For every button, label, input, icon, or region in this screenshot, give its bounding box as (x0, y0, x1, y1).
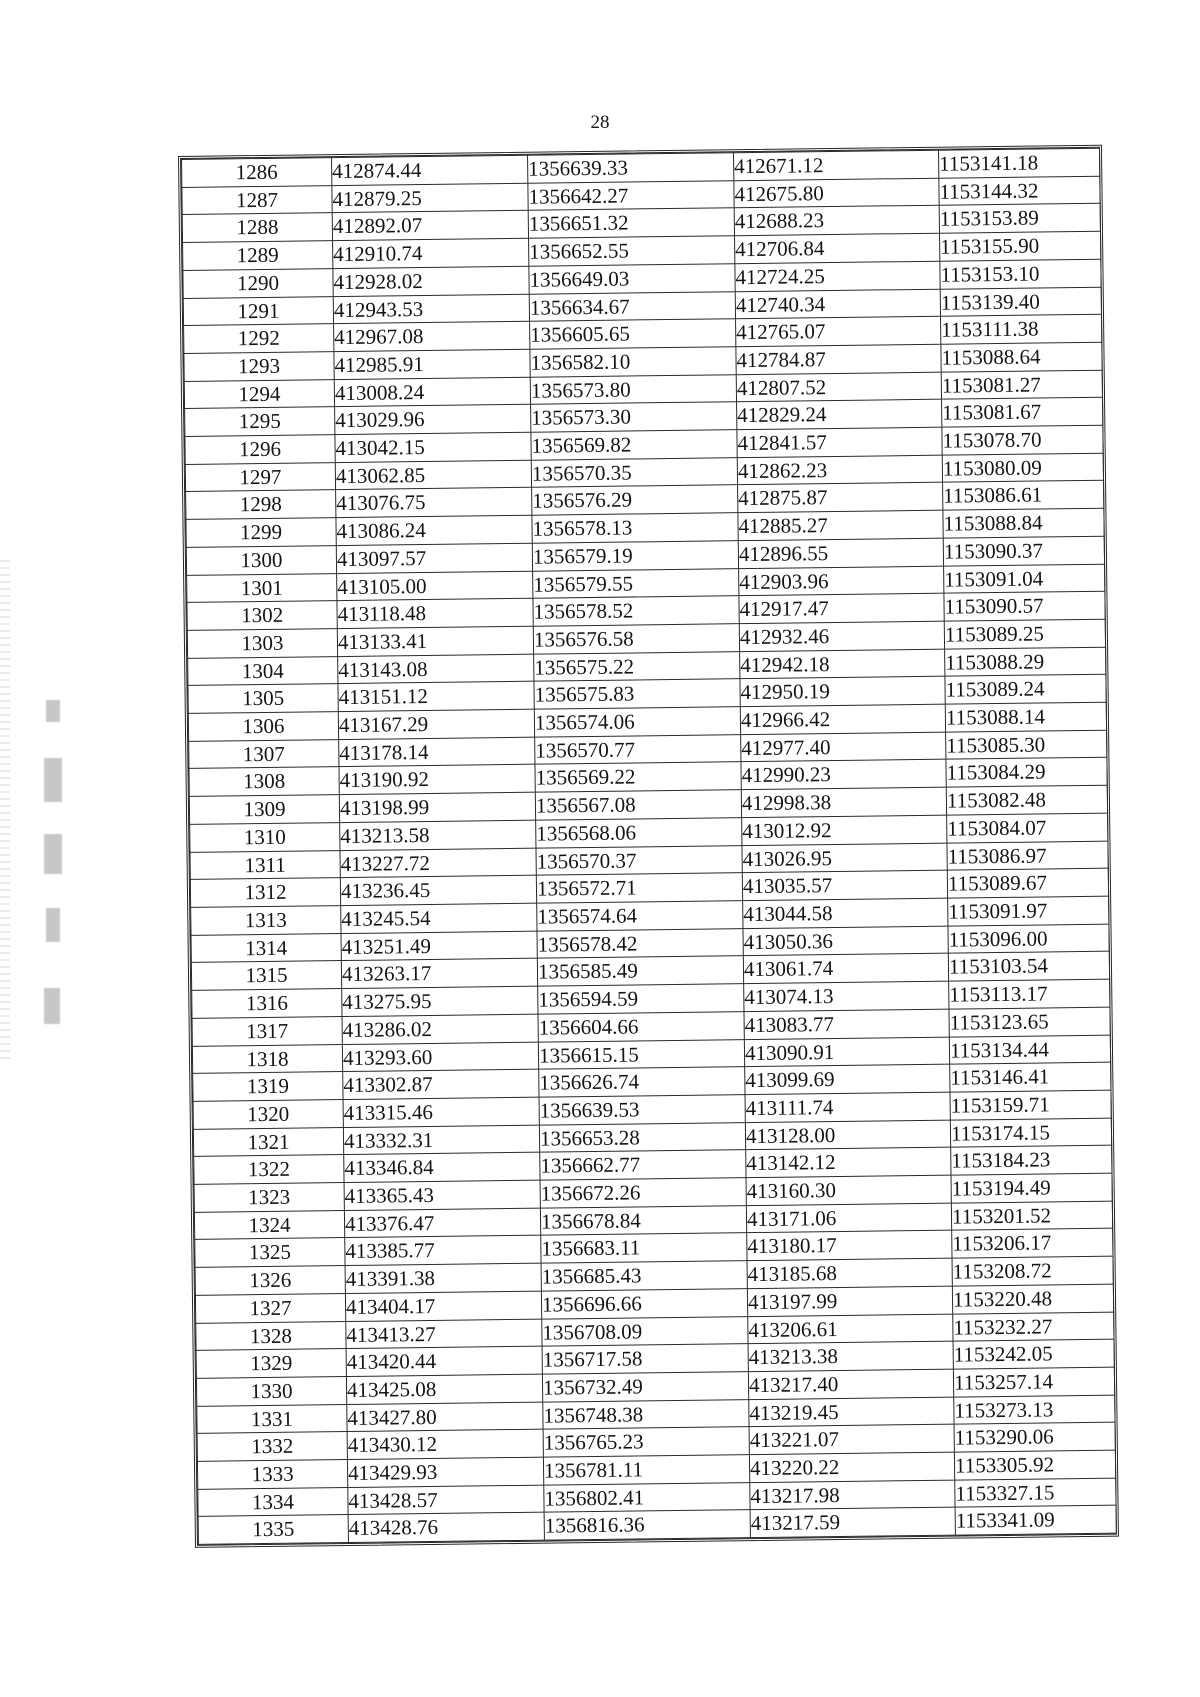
table-cell: 412903.96 (739, 566, 944, 596)
table-cell: 1356585.49 (537, 956, 743, 986)
coordinates-table (181, 148, 1117, 1545)
table-cell: 1356732.49 (542, 1372, 748, 1402)
table-cell: 1292 (184, 324, 334, 354)
table-cell: 1333 (197, 1460, 347, 1490)
table-cell: 1318 (192, 1044, 342, 1074)
table-cell: 1356651.32 (528, 208, 734, 238)
table-cell: 1356639.53 (539, 1095, 745, 1125)
table-cell: 412879.25 (332, 183, 528, 213)
table-cell: 1356765.23 (543, 1427, 749, 1457)
table-cell: 412784.87 (736, 344, 941, 374)
table-cell: 412966.42 (740, 704, 945, 734)
table-cell: 1300 (186, 545, 336, 575)
table-cell: 1153327.15 (955, 1478, 1116, 1508)
table-cell: 413217.98 (750, 1480, 955, 1510)
table-cell: 1356717.58 (542, 1344, 748, 1374)
table-cell: 413105.00 (337, 571, 533, 601)
table-cell: 1320 (193, 1099, 343, 1129)
table-cell: 1153111.38 (941, 314, 1102, 344)
table-cell: 1356578.42 (537, 928, 743, 958)
table-cell: 413190.92 (339, 765, 535, 795)
table-cell: 413035.57 (742, 870, 947, 900)
table-cell: 1290 (183, 268, 333, 298)
table-cell: 1153090.57 (944, 591, 1105, 621)
table-cell: 1356708.09 (542, 1316, 748, 1346)
table-cell: 1356568.06 (536, 818, 742, 848)
table-cell: 1153206.17 (952, 1229, 1113, 1259)
scan-mark (46, 908, 60, 942)
table-cell: 1323 (194, 1183, 344, 1213)
table-cell: 413420.44 (346, 1346, 542, 1376)
table-cell: 1356781.11 (543, 1455, 749, 1485)
table-cell: 1307 (189, 739, 339, 769)
table-cell: 1305 (188, 684, 338, 714)
coordinates-table-frame (178, 145, 1119, 1548)
scan-mark (44, 758, 62, 802)
table-cell: 1294 (184, 379, 334, 409)
table-cell: 413220.22 (749, 1452, 954, 1482)
table-cell: 412892.07 (332, 211, 528, 241)
table-cell: 1329 (196, 1349, 346, 1379)
table-cell: 413118.48 (337, 598, 533, 628)
table-cell: 413076.75 (336, 488, 532, 518)
table-cell: 1303 (187, 629, 337, 659)
table-cell: 413391.38 (345, 1263, 541, 1293)
table-cell: 413042.15 (335, 432, 531, 462)
table-cell: 1356662.77 (540, 1150, 746, 1180)
table-cell: 413263.17 (341, 959, 537, 989)
table-cell: 1356576.29 (532, 485, 738, 515)
table-cell: 413128.00 (745, 1120, 950, 1150)
table-cell: 412885.27 (738, 510, 943, 540)
table-cell: 1297 (185, 462, 335, 492)
table-cell: 1330 (196, 1376, 346, 1406)
table-cell: 1153089.67 (947, 868, 1108, 898)
table-cell: 413142.12 (746, 1147, 951, 1177)
table-cell: 1356570.77 (535, 734, 741, 764)
table-cell: 412675.80 (734, 178, 939, 208)
table-cell: 1326 (195, 1266, 345, 1296)
table-cell: 1356575.83 (534, 679, 740, 709)
table-cell: 1286 (182, 158, 332, 188)
table-cell: 1153081.27 (941, 370, 1102, 400)
table-cell: 1356579.55 (533, 568, 739, 598)
table-cell: 1153273.13 (954, 1395, 1115, 1425)
table-cell: 413275.95 (342, 986, 538, 1016)
table-cell: 1356594.59 (538, 984, 744, 1014)
table-cell: 1325 (195, 1238, 345, 1268)
table-cell: 1289 (183, 241, 333, 271)
scan-mark (44, 834, 62, 874)
table-cell: 1153086.97 (947, 841, 1108, 871)
table-cell: 1334 (198, 1487, 348, 1517)
table-cell: 1356570.37 (536, 845, 742, 875)
table-cell: 413251.49 (341, 931, 537, 961)
table-cell: 413008.24 (334, 377, 530, 407)
table-cell: 1356567.08 (535, 790, 741, 820)
table-cell: 1153146.41 (950, 1062, 1111, 1092)
table-cell: 413198.99 (339, 792, 535, 822)
table-cell: 1356569.82 (531, 430, 737, 460)
table-cell: 1296 (185, 435, 335, 465)
table-cell: 413050.36 (743, 926, 948, 956)
table-cell: 1356582.10 (530, 347, 736, 377)
table-cell: 1293 (184, 352, 334, 382)
table-cell: 1356685.43 (541, 1261, 747, 1291)
table-cell: 412706.84 (735, 233, 940, 263)
table-cell: 412807.52 (736, 372, 941, 402)
table-cell: 1153096.00 (948, 924, 1109, 954)
table-cell: 412928.02 (333, 266, 529, 296)
table-cell: 1309 (189, 795, 339, 825)
table-cell: 413026.95 (742, 843, 947, 873)
table-cell: 1153201.52 (951, 1201, 1112, 1231)
table-cell: 1324 (194, 1210, 344, 1240)
table-cell: 412932.46 (739, 621, 944, 651)
table-cell: 412977.40 (741, 732, 946, 762)
table-cell: 412829.24 (737, 400, 942, 430)
table-cell: 1153144.32 (939, 176, 1100, 206)
table-cell: 413404.17 (345, 1291, 541, 1321)
table-cell: 412950.19 (740, 677, 945, 707)
table-cell: 413365.43 (344, 1180, 540, 1210)
table-cell: 1302 (187, 601, 337, 631)
table-cell: 413293.60 (342, 1042, 538, 1072)
table-cell: 1153153.89 (939, 204, 1100, 234)
table-cell: 413090.91 (744, 1037, 949, 1067)
table-cell: 1356578.52 (533, 596, 739, 626)
table-cell: 1356652.55 (529, 236, 735, 266)
table-cell: 412917.47 (739, 593, 944, 623)
table-cell: 1356802.41 (544, 1482, 750, 1512)
table-cell: 413213.58 (340, 820, 536, 850)
table-cell: 1153232.27 (953, 1312, 1114, 1342)
table-cell: 413236.45 (340, 875, 536, 905)
table-cell: 1332 (197, 1432, 347, 1462)
table-cell: 413185.68 (747, 1258, 952, 1288)
page-number: 28 (590, 112, 610, 133)
table-cell: 1153290.06 (954, 1422, 1115, 1452)
table-cell: 1153089.24 (945, 675, 1106, 705)
table-cell: 413074.13 (744, 981, 949, 1011)
table-cell: 1322 (194, 1155, 344, 1185)
table-cell: 413219.45 (749, 1397, 954, 1427)
table-cell: 1153220.48 (952, 1284, 1113, 1314)
table-cell: 1316 (192, 989, 342, 1019)
table-cell: 1295 (185, 407, 335, 437)
scan-mark (46, 700, 60, 722)
table-cell: 413425.08 (346, 1374, 542, 1404)
table-cell: 413160.30 (746, 1175, 951, 1205)
table-body (182, 148, 1117, 1544)
table-cell: 413151.12 (338, 682, 534, 712)
table-cell: 412841.57 (737, 427, 942, 457)
table-cell: 1153257.14 (953, 1367, 1114, 1397)
table-cell: 1356683.11 (541, 1233, 747, 1263)
table-cell: 1288 (182, 213, 332, 243)
table-cell: 1153141.18 (938, 148, 1099, 178)
table-cell: 1356569.22 (535, 762, 741, 792)
table-cell: 1153090.37 (943, 536, 1104, 566)
table-cell: 412724.25 (735, 261, 940, 291)
table-cell: 412998.38 (741, 787, 946, 817)
table-cell: 1153305.92 (954, 1450, 1115, 1480)
table-cell: 1335 (198, 1515, 348, 1545)
table-cell: 413180.17 (747, 1231, 952, 1261)
table-cell: 1356642.27 (528, 180, 734, 210)
table-cell: 1153155.90 (940, 231, 1101, 261)
table-cell: 1312 (190, 878, 340, 908)
table-cell: 1356696.66 (541, 1288, 747, 1318)
table-cell: 1153194.49 (951, 1173, 1112, 1203)
table-cell: 413315.46 (343, 1097, 539, 1127)
table-cell: 1299 (186, 518, 336, 548)
table-cell: 1153139.40 (940, 287, 1101, 317)
table-cell: 1153089.25 (944, 619, 1105, 649)
table-cell: 1331 (197, 1404, 347, 1434)
table-cell: 1356570.35 (531, 457, 737, 487)
table-cell: 1153208.72 (952, 1256, 1113, 1286)
table-cell: 412740.34 (735, 289, 940, 319)
table-cell: 412671.12 (734, 150, 939, 180)
table-cell: 1153174.15 (950, 1118, 1111, 1148)
table-cell: 412967.08 (334, 321, 530, 351)
table-cell: 413062.85 (335, 460, 531, 490)
table-cell: 1153082.48 (946, 785, 1107, 815)
table-cell: 1153088.14 (945, 702, 1106, 732)
table-cell: 1356649.03 (529, 264, 735, 294)
table-cell: 1313 (191, 906, 341, 936)
table-cell: 413133.41 (337, 626, 533, 656)
table-cell: 413429.93 (347, 1457, 543, 1487)
table-cell: 1356572.71 (536, 873, 742, 903)
table-cell: 413097.57 (336, 543, 532, 573)
table-cell: 1153184.23 (951, 1145, 1112, 1175)
table-cell: 1153088.84 (943, 508, 1104, 538)
table-cell: 413385.77 (345, 1236, 541, 1266)
table-cell: 1356578.13 (532, 513, 738, 543)
table-cell: 1310 (190, 822, 340, 852)
table-cell: 413227.72 (340, 848, 536, 878)
table-cell: 412942.18 (740, 649, 945, 679)
table-cell: 413428.57 (348, 1485, 544, 1515)
table-cell: 1306 (188, 712, 338, 742)
table-cell: 412765.07 (736, 316, 941, 346)
table-cell: 1291 (183, 296, 333, 326)
table-cell: 1356579.19 (532, 541, 738, 571)
table-cell: 1356605.65 (530, 319, 736, 349)
table-cell: 1315 (191, 961, 341, 991)
table-cell: 1153081.67 (942, 398, 1103, 428)
table-cell: 1356573.80 (530, 374, 736, 404)
table-cell: 413099.69 (745, 1064, 950, 1094)
table-cell: 413061.74 (743, 954, 948, 984)
table-cell: 412910.74 (333, 238, 529, 268)
table-cell: 412896.55 (738, 538, 943, 568)
table-cell: 413197.99 (747, 1286, 952, 1316)
table-cell: 413167.29 (338, 709, 534, 739)
table-cell: 1153091.97 (948, 896, 1109, 926)
table-cell: 1328 (196, 1321, 346, 1351)
table-cell: 413286.02 (342, 1014, 538, 1044)
table-cell: 1153153.10 (940, 259, 1101, 289)
table-cell: 1153084.29 (946, 758, 1107, 788)
table-cell: 1153123.65 (949, 1007, 1110, 1037)
table-cell: 1356639.33 (528, 153, 734, 183)
table-cell: 412943.53 (333, 294, 529, 324)
table-cell: 413213.38 (748, 1341, 953, 1371)
table-cell: 1298 (186, 490, 336, 520)
table-cell: 1287 (182, 185, 332, 215)
table-cell: 413413.27 (346, 1319, 542, 1349)
table-cell: 1153078.70 (942, 425, 1103, 455)
table-cell: 1153134.44 (949, 1035, 1110, 1065)
table-cell: 413221.07 (749, 1424, 954, 1454)
table-cell: 1311 (190, 850, 340, 880)
table-cell: 412688.23 (734, 206, 939, 236)
table-cell: 1327 (195, 1293, 345, 1323)
table-cell: 1356576.58 (533, 624, 739, 654)
table-cell: 1356626.74 (539, 1067, 745, 1097)
table-cell: 1301 (187, 573, 337, 603)
table-cell: 413012.92 (742, 815, 947, 845)
table-cell: 1153341.09 (955, 1506, 1116, 1536)
table-cell: 1153103.54 (948, 952, 1109, 982)
table-cell: 1356573.30 (531, 402, 737, 432)
table-cell: 412862.23 (737, 455, 942, 485)
table-cell: 412874.44 (332, 155, 528, 185)
table-cell: 1308 (189, 767, 339, 797)
table-cell: 413178.14 (339, 737, 535, 767)
table-cell: 1153088.29 (945, 647, 1106, 677)
table-cell: 413376.47 (344, 1208, 540, 1238)
table-cell: 1356816.36 (544, 1510, 750, 1540)
scan-edge-artifact (0, 560, 10, 1060)
table-cell: 413245.54 (341, 903, 537, 933)
table-cell: 1153088.64 (941, 342, 1102, 372)
table-cell: 412985.91 (334, 349, 530, 379)
table-cell: 413332.31 (343, 1125, 539, 1155)
table-cell: 1314 (191, 933, 341, 963)
table-cell: 1153113.17 (949, 979, 1110, 1009)
table-cell: 413143.08 (338, 654, 534, 684)
table-cell: 413171.06 (746, 1203, 951, 1233)
table-cell: 1321 (193, 1127, 343, 1157)
table-cell: 413044.58 (743, 898, 948, 928)
table-cell: 412990.23 (741, 760, 946, 790)
table-cell: 1356678.84 (540, 1205, 746, 1235)
scan-mark (44, 988, 60, 1024)
table-cell: 1153086.61 (943, 481, 1104, 511)
table-cell: 413427.80 (347, 1402, 543, 1432)
table-cell: 413086.24 (336, 515, 532, 545)
table-cell: 1356575.22 (534, 651, 740, 681)
table-cell: 1153091.04 (944, 564, 1105, 594)
table-cell: 1153084.07 (947, 813, 1108, 843)
table-cell: 1356574.64 (537, 901, 743, 931)
table-cell: 1356653.28 (539, 1122, 745, 1152)
table-cell: 1317 (192, 1016, 342, 1046)
table-cell: 413083.77 (744, 1009, 949, 1039)
table-cell: 413111.74 (745, 1092, 950, 1122)
table-cell: 1153080.09 (942, 453, 1103, 483)
table-cell: 413206.61 (748, 1314, 953, 1344)
table-cell: 1356672.26 (540, 1178, 746, 1208)
table-cell: 1153242.05 (953, 1339, 1114, 1369)
table-cell: 1319 (193, 1072, 343, 1102)
table-cell: 412875.87 (738, 483, 943, 513)
table-cell: 1356615.15 (538, 1039, 744, 1069)
table-cell: 413217.40 (748, 1369, 953, 1399)
table-cell: 1356748.38 (543, 1399, 749, 1429)
table-cell: 1153085.30 (946, 730, 1107, 760)
table-cell: 1304 (188, 656, 338, 686)
table-cell: 1153159.71 (950, 1090, 1111, 1120)
table-cell: 413302.87 (343, 1069, 539, 1099)
table-cell: 413217.59 (750, 1508, 955, 1538)
table-cell: 1356574.06 (534, 707, 740, 737)
table-cell: 413029.96 (335, 405, 531, 435)
table-cell: 413430.12 (347, 1429, 543, 1459)
table-cell: 413428.76 (348, 1513, 544, 1543)
table-cell: 413346.84 (344, 1152, 540, 1182)
table-cell: 1356604.66 (538, 1011, 744, 1041)
table-cell: 1356634.67 (529, 291, 735, 321)
